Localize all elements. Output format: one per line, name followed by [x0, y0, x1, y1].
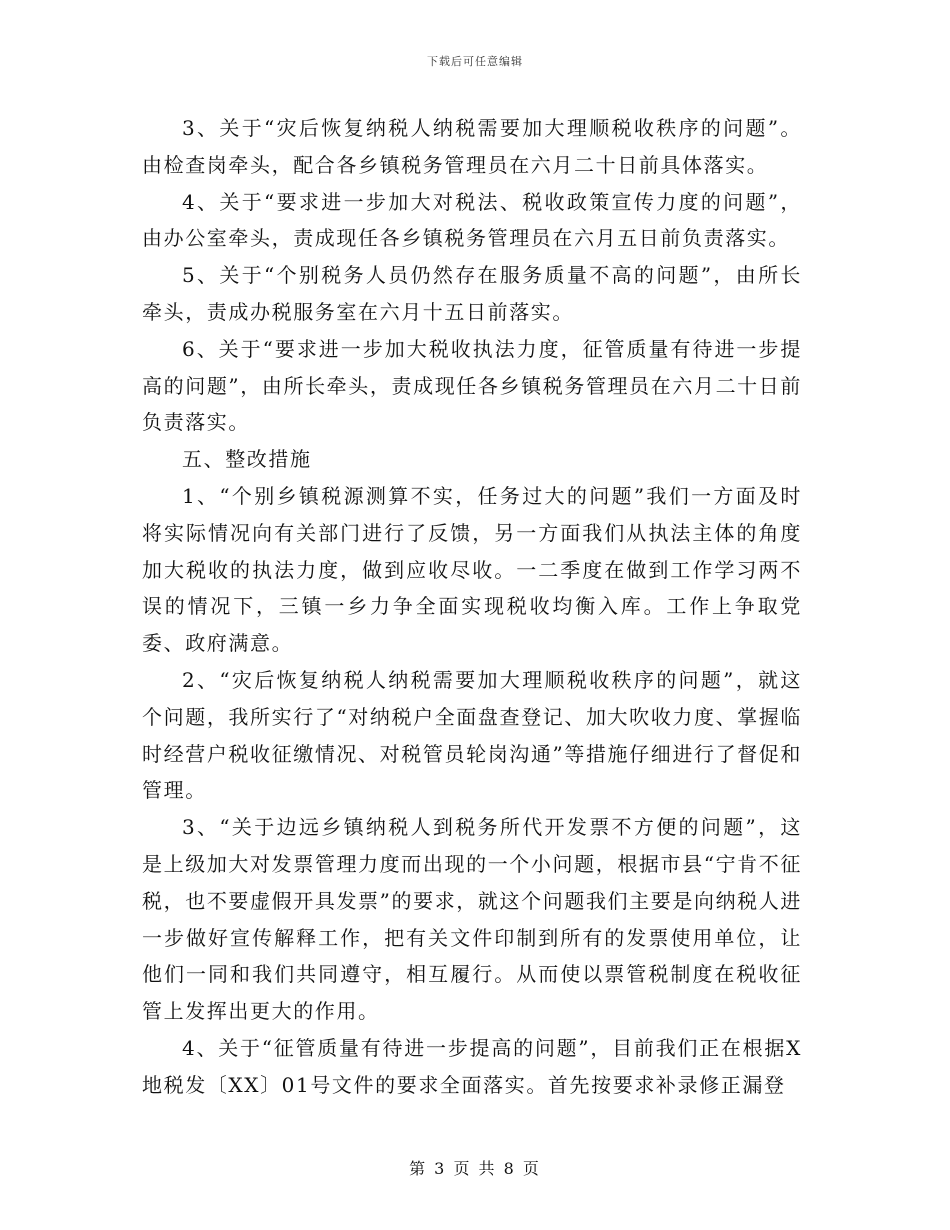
document-body: [142, 110, 802, 1104]
page-header-note: 下载后可任意编辑: [427, 55, 523, 68]
paragraph-measure-4: 4、关于“征管质量有待进一步提高的问题”，目前我们正在根据X地税发〔XX〕01号文件的要求全面落实。首先按要求补录修正漏登: [142, 1035, 802, 1097]
paragraph-measure-1: 1、“个别乡镇税源测算不实，任务过大的问题”我们一方面及时将实际情况向有关部门进行了反馈，另一方面我们从执法主体的角度加大税收的执法力度，做到应收尽收。一二季度在做到工作学习两不误的情况下，三镇一乡力争全面实现税收均衡入库。工作上争取党委、政府满意。: [142, 483, 802, 656]
paragraph-item-3-rectification-duty: 3、关于“灾后恢复纳税人纳税需要加大理顺税收秩序的问题”。由检查岗牵头，配合各乡镇税务管理员在六月二十日前具体落实。: [142, 116, 802, 177]
page-number-footer: 第 3 页 共 8 页: [409, 1159, 541, 1178]
paragraph-item-5-rectification-duty: 5、关于“个别税务人员仍然存在服务质量不高的问题”，由所长牵头，责成办税服务室在六月十五日前落实。: [142, 263, 802, 324]
paragraph-measure-2: 2、“灾后恢复纳税人纳税需要加大理顺税收秩序的问题”，就这个问题，我所实行了“对纳税户全面盘查登记、加大吹收力度、掌握临时经营户税收征缴情况、对税管员轮岗沟通”等措施仔细进行了督促和管理。: [142, 667, 802, 803]
section-heading-measures: 五、整改措施: [182, 447, 312, 472]
paragraph-item-6-rectification-duty: 6、关于“要求进一步加大税收执法力度，征管质量有待进一步提高的问题”，由所长牵头，责成现任各乡镇税务管理员在六月二十日前负责落实。: [142, 336, 802, 435]
paragraph-measure-3: 3、“关于边远乡镇纳税人到税务所代开发票不方便的问题”，这是上级加大对发票管理力度而出现的一个小问题，根据市县“宁肯不征税，也不要虚假开具发票”的要求，就这个问题我们主要是向纳税人进一步做好宣传解释工作，把有关文件印制到所有的发票使用单位，让他们一同和我们共同遵守，相互履行。从而使以票管税制度在税收征管上发挥出更大的作用。: [142, 815, 802, 1024]
paragraph-item-4-rectification-duty: 4、关于“要求进一步加大对税法、税收政策宣传力度的问题”，由办公室牵头，责成现任各乡镇税务管理员在六月五日前负责落实。: [142, 189, 802, 251]
